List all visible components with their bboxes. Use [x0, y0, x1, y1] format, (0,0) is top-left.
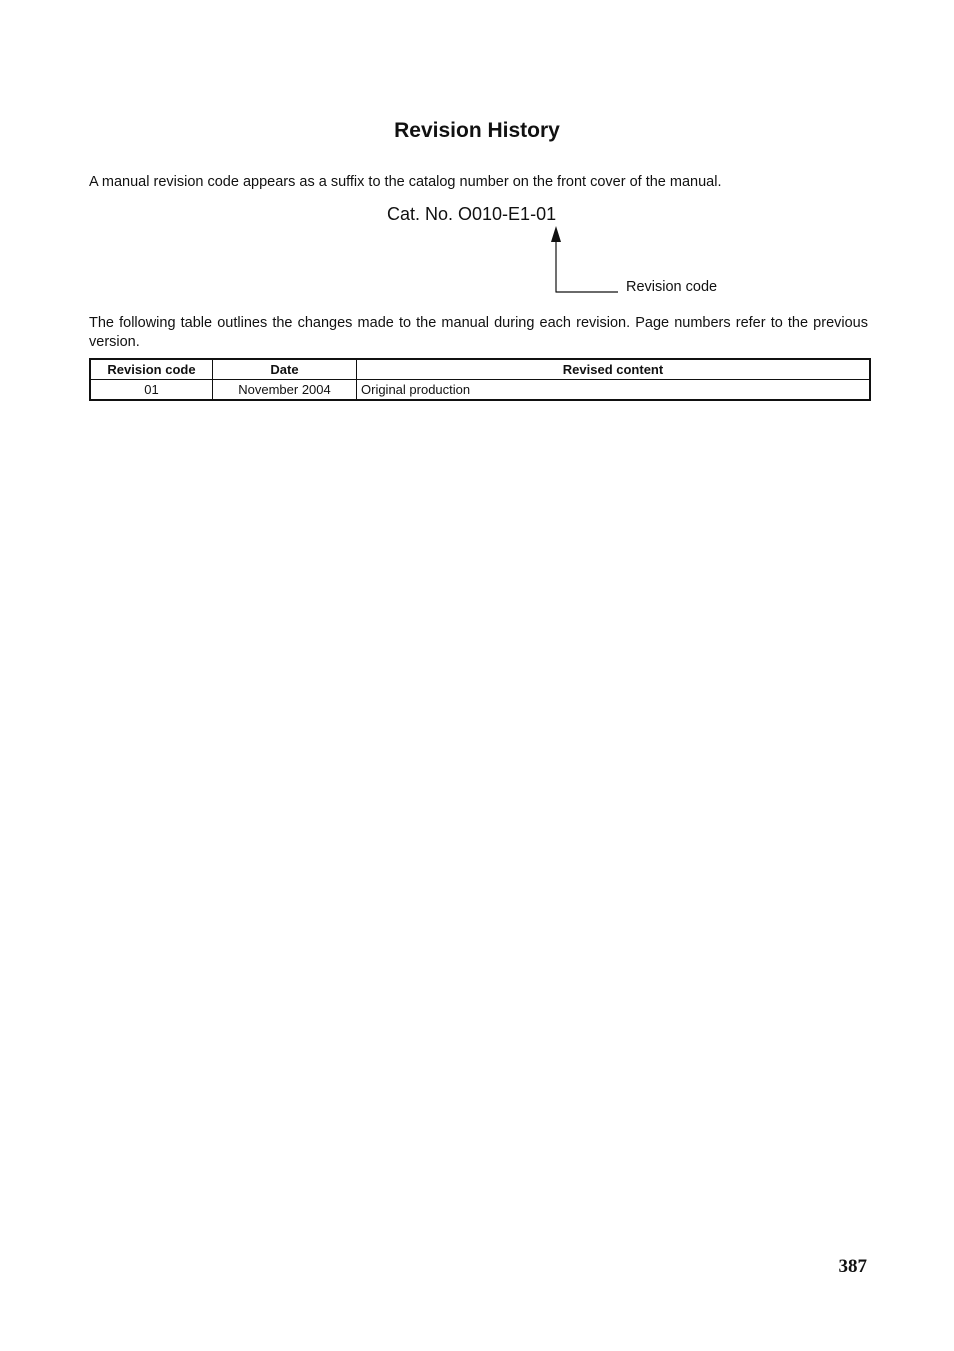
- page-title: Revision History: [394, 119, 560, 142]
- catalog-number: Cat. No. O010-E1-01: [387, 204, 557, 224]
- header-date: Date: [213, 359, 357, 380]
- header-revision-code: Revision code: [90, 359, 213, 380]
- cell-date: November 2004: [213, 380, 357, 401]
- table-intro-paragraph: The following table outlines the changes made to the manual during each revision. Page numbers refer to the previous version.: [89, 315, 868, 350]
- table-row: [90, 380, 870, 401]
- revision-code-pointer-diagram: [0, 0, 954, 320]
- cell-revision-code: 01: [90, 380, 213, 401]
- page-number: 387: [838, 1256, 867, 1277]
- revision-table: [89, 358, 871, 401]
- cell-revised-content: Original production: [357, 380, 871, 401]
- table-header-row: [90, 359, 870, 380]
- revision-code-label: Revision code: [626, 279, 718, 295]
- arrow-head-icon: [551, 226, 561, 242]
- intro-paragraph: A manual revision code appears as a suffix to the catalog number on the front cover of the manual.: [89, 174, 722, 190]
- header-revised-content: Revised content: [357, 359, 871, 380]
